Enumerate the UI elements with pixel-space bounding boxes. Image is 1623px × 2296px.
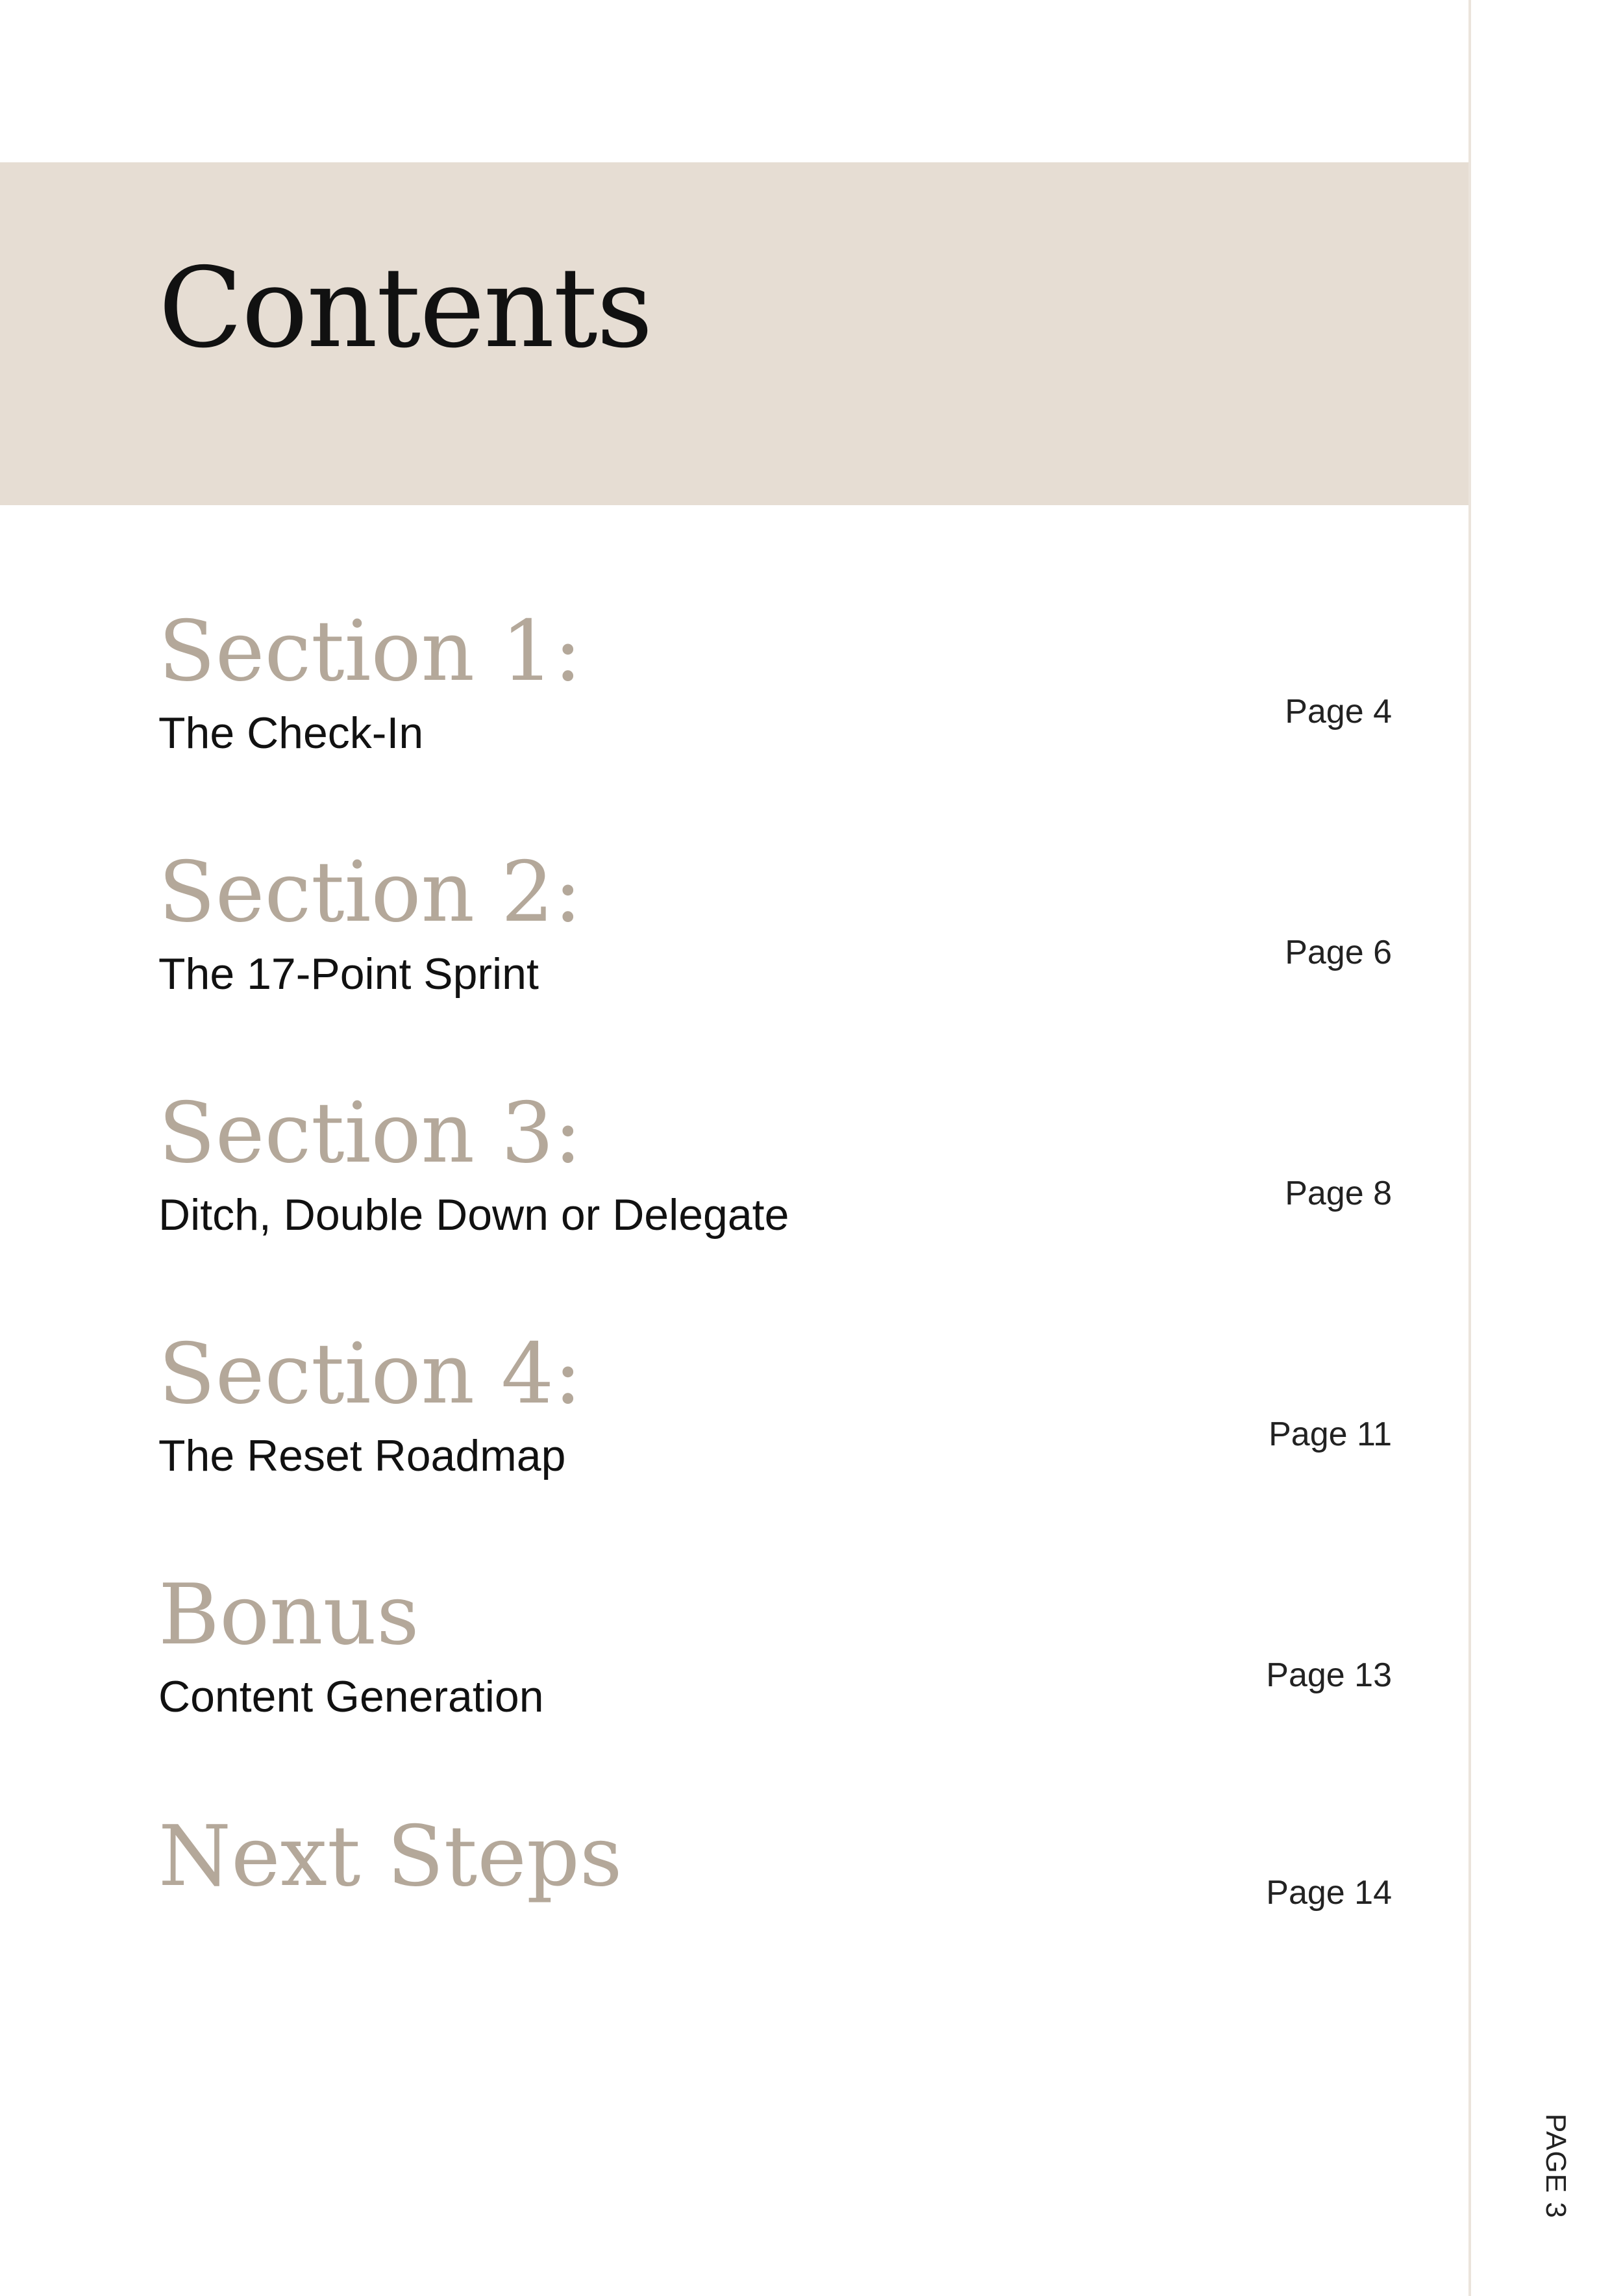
toc-entry-section-3[interactable] [158, 1085, 1392, 1287]
toc-entry-section-4[interactable] [158, 1326, 1392, 1528]
toc-subtitle: The Check-In [158, 708, 424, 758]
toc-heading: Section 4: [158, 1326, 582, 1423]
toc-entry-next-steps[interactable] [158, 1808, 1392, 2010]
toc-entry-bonus[interactable] [158, 1567, 1392, 1769]
page-number: PAGE 3 [1540, 2114, 1572, 2219]
toc-page-number: Page 8 [1285, 1175, 1392, 1212]
toc-page-number: Page 13 [1266, 1656, 1392, 1694]
toc-page-number: Page 4 [1285, 693, 1392, 730]
toc-subtitle: Ditch, Double Down or Delegate [158, 1190, 789, 1240]
toc-heading: Bonus [158, 1567, 419, 1664]
toc-heading: Next Steps [158, 1808, 623, 1905]
toc-heading: Section 3: [158, 1085, 582, 1182]
toc-heading: Section 1: [158, 603, 582, 700]
toc-subtitle: The Reset Roadmap [158, 1431, 566, 1480]
toc-heading: Section 2: [158, 844, 582, 941]
page-title: Contents [158, 244, 652, 373]
toc-subtitle: The 17-Point Sprint [158, 949, 539, 999]
toc-subtitle: Content Generation [158, 1672, 544, 1721]
side-divider [1468, 0, 1471, 2296]
toc-page-number: Page 6 [1285, 934, 1392, 971]
toc-entry-section-2[interactable] [158, 844, 1392, 1046]
toc-page-number: Page 14 [1266, 1874, 1392, 1912]
toc-entry-section-1[interactable] [158, 603, 1392, 805]
toc-page-number: Page 11 [1269, 1416, 1392, 1453]
